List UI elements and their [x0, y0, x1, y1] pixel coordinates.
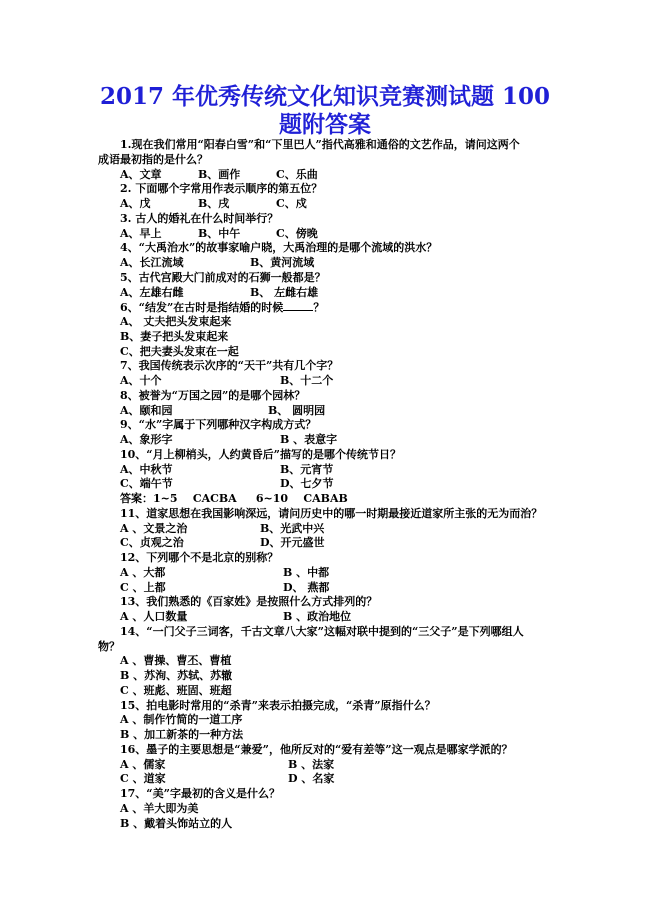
option-a: A、文章 [120, 167, 162, 181]
question-5: 5、古代宫殿大门前成对的石狮一般都是？ [120, 270, 326, 284]
option-c: C、傍晚 [276, 226, 318, 240]
option-b: B 、中都 [283, 565, 330, 579]
question-17-option-a: A 、羊大即为美 [120, 801, 199, 815]
option-a: A、左雄右雌 [120, 285, 184, 299]
option-b: B、中午 [198, 226, 241, 240]
question-10-options-row2 [120, 477, 560, 492]
question-6-option-a: A、 丈夫把头发束起来 [120, 315, 232, 328]
option-b: B、光武中兴 [260, 521, 325, 535]
question-14-option-b: B 、苏洵、苏轼、苏辙 [120, 669, 233, 682]
question-1-line1: 1.现在我们常用“阳春白雪”和“下里巴人”指代高雅和通俗的文艺作品，请问这两个 [120, 138, 520, 151]
question-16-options-row2 [120, 772, 560, 787]
question-15: 15、拍电影时常用的“杀青”来表示拍摄完成，“杀青”原指什么？ [120, 698, 436, 712]
question-5-options [120, 286, 560, 301]
question-7: 7、我国传统表示次序的“天干”共有几个字？ [120, 359, 339, 373]
question-8: 8、被誉为“万国之园”的是哪个园林？ [120, 388, 306, 402]
question-12-options-row1 [120, 566, 560, 581]
option-b: B、 圆明园 [268, 403, 326, 417]
option-b: B 、法家 [288, 757, 335, 771]
option-a: A 、儒家 [120, 757, 166, 771]
question-11-options-row2 [120, 536, 560, 551]
option-a: A、长江流域 [120, 256, 184, 269]
document-title-line1: 2017 年优秀传统文化知识竞赛测试题 100 [99, 83, 551, 110]
option-a: A 、大都 [120, 565, 166, 579]
option-c: C、戍 [276, 197, 307, 210]
question-10: 10、“月上柳梢头，人约黄昏后”描写的是哪个传统节日？ [120, 447, 401, 461]
question-11-options-row1 [120, 522, 560, 537]
question-4-options [120, 256, 560, 271]
question-list [98, 138, 560, 831]
option-a: A 、文景之治 [120, 521, 188, 535]
question-14-option-a: A 、曹操、曹丕、曹植 [120, 654, 232, 668]
option-b: B、画作 [198, 167, 241, 181]
document-title-line2: 题附答案 [279, 111, 371, 138]
question-14-line2: 物？ [98, 639, 120, 653]
question-14-line1: 14、“一门父子三词客，千古文章八大家”这幅对联中提到的“三父子”是下列哪组人 [120, 624, 524, 638]
option-b: B、黄河流域 [250, 256, 315, 269]
question-17-option-b: B 、戴着头饰站立的人 [120, 816, 233, 830]
option-a: A、中秋节 [120, 462, 173, 476]
option-a: A、颐和园 [120, 403, 173, 417]
option-c: C 、道家 [120, 772, 166, 786]
question-8-options [120, 404, 560, 419]
question-3-options [120, 227, 560, 242]
question-6-option-b: B、妻子把头发束起来 [120, 329, 229, 343]
question-4: 4、“大禹治水”的故事家喻户晓，大禹治理的是哪个流域的洪水？ [120, 241, 438, 255]
question-16: 16、墨子的主要思想是“兼爱”，他所反对的“爱有差等”这一观点是哪家学派的？ [120, 742, 513, 756]
question-15-option-b: B 、加工新茶的一种方法 [120, 728, 244, 741]
question-16-options-row1 [120, 758, 560, 773]
option-d: D、开元盛世 [260, 536, 325, 550]
option-b: B、戌 [198, 197, 230, 210]
question-7-options [120, 374, 560, 389]
question-13: 13、我们熟悉的《百家姓》是按照什么方式排列的？ [120, 595, 378, 609]
option-d: D 、名家 [288, 772, 335, 786]
question-1-options [120, 168, 560, 183]
question-11: 11、道家思想在我国影响深远，请问历史中的哪一时期最接近道家所主张的无为而治？ [120, 506, 543, 520]
option-d: D、 燕都 [283, 580, 330, 594]
option-c: C 、上都 [120, 580, 166, 594]
question-6-mark: ？ [313, 301, 325, 315]
option-b: B、十二个 [280, 374, 334, 387]
question-2-options [120, 197, 560, 212]
question-14-option-c: C 、班彪、班固、班超 [120, 683, 232, 697]
question-13-options [120, 610, 560, 625]
question-9: 9、“水”字属于下列哪种汉字构成方式？ [120, 418, 317, 432]
question-17: 17、“美”字最初的含义是什么？ [120, 787, 280, 800]
option-a: A、十个 [120, 374, 162, 387]
option-a: A、戊 [120, 197, 151, 210]
option-c: C、端午节 [120, 477, 173, 491]
question-9-options [120, 433, 560, 448]
option-a: A、早上 [120, 226, 162, 240]
question-2: 2. 下面哪个字常用作表示顺序的第五位？ [120, 182, 323, 196]
option-c: C、乐曲 [276, 167, 318, 181]
question-12-options-row2 [120, 581, 560, 596]
option-c: C、贞观之治 [120, 536, 184, 550]
question-15-option-a: A 、制作竹简的一道工序 [120, 713, 243, 727]
question-6-option-c: C、把夫妻头发束在一起 [120, 344, 239, 358]
option-b: B、元宵节 [280, 462, 334, 476]
question-12: 12、下列哪个不是北京的别称？ [120, 551, 279, 564]
answer-key-1: 答案：1~5 CACBA 6~10 CABAB [120, 492, 348, 505]
question-3: 3. 古人的婚礼在什么时间举行？ [120, 211, 279, 225]
question-6-text: 6、“结发”在古时是指结婚的时候 [120, 301, 284, 315]
option-b: B、 左雌右雄 [250, 285, 319, 299]
option-b: B 、政治地位 [283, 610, 352, 623]
option-a: A、象形字 [120, 433, 173, 446]
question-10-options-row1 [120, 463, 560, 478]
option-d: D、七夕节 [280, 477, 334, 491]
answer-blank [283, 300, 313, 311]
question-6 [120, 300, 560, 315]
question-1-line2: 成语最初指的是什么？ [98, 152, 208, 166]
option-a: A 、人口数量 [120, 610, 188, 623]
option-b: B 、表意字 [280, 433, 338, 446]
